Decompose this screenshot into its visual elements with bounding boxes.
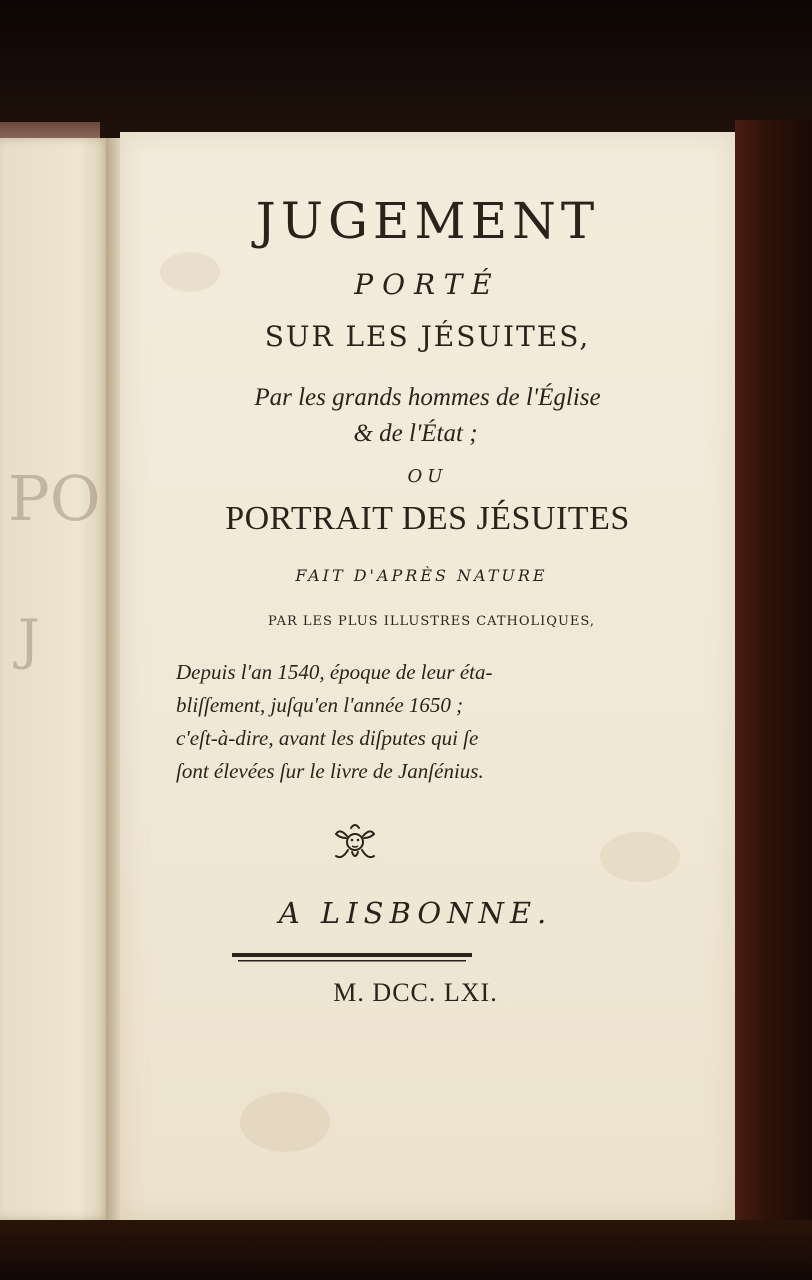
description-line-2: bliſſement, juſqu'en l'année 1650 ; xyxy=(176,693,464,717)
facing-page xyxy=(0,138,112,1220)
description-line-4: ſont élevées ſur le livre de Janſénius. xyxy=(176,759,484,783)
description-line-1: Depuis l'an 1540, époque de leur éta- xyxy=(176,660,493,684)
book-subtitle: PORTÉ xyxy=(354,268,501,301)
foxing-spot xyxy=(600,832,680,882)
fait-line: FAIT D'APRÈS NATURE xyxy=(295,566,548,585)
by-line-2: & de l'État ; xyxy=(353,420,478,447)
foxing-spot xyxy=(240,1092,330,1152)
facing-page-ghost-text: PO xyxy=(8,462,101,535)
alt-title: PORTRAIT DES JÉSUITES xyxy=(225,500,630,537)
fleuron-ornament-icon xyxy=(332,820,378,866)
book-subject: SUR LES JÉSUITES, xyxy=(264,320,591,353)
book-title: JUGEMENT xyxy=(255,192,600,250)
facing-page-ghost-letter: J xyxy=(18,608,40,671)
background-top xyxy=(0,0,812,130)
description-line-3: c'eſt-à-dire, avant les diſputes qui ſe xyxy=(176,726,479,750)
par-line: PAR LES PLUS ILLUSTRES CATHOLIQUES, xyxy=(268,614,595,629)
imprint-place: A LISBONNE. xyxy=(278,896,553,930)
book-cover-edge xyxy=(735,120,812,1230)
imprint-year: M. DCC. LXI. xyxy=(333,978,498,1007)
background-bottom xyxy=(0,1220,812,1280)
or-line: OU xyxy=(407,466,448,487)
by-line-1: Par les grands hommes de l'Église xyxy=(254,384,601,411)
double-rule xyxy=(232,953,472,963)
